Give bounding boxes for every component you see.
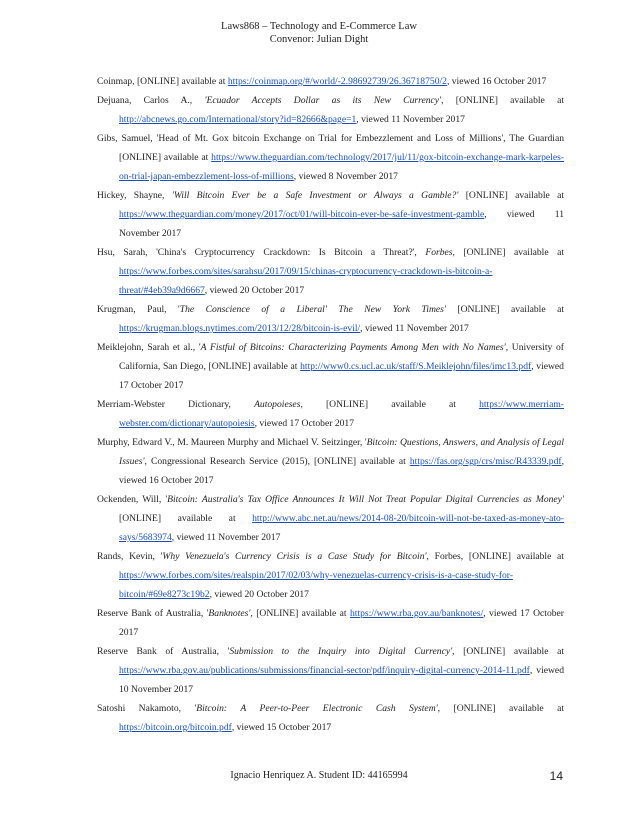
reference-link[interactable]: https://www.theguardian.com/technology/2017/jul/11/gox-bitcoin-exchange-mark-karpeles-on-trial-japan-embezzlement-loss-of-millions — [119, 152, 564, 182]
reference-entry: Reserve Bank of Australia, 'Banknotes', [ONLINE] available at https://www.rba.gov.au/banknotes/, viewed 17 October 2017 — [97, 608, 564, 638]
reference-list — [97, 72, 564, 737]
reference-entry: Reserve Bank of Australia, 'Submission to the Inquiry into Digital Currency', [ONLINE] available at https://www.rba.gov.au/publications/submissions/financial-sector/pdf/inquiry-digital-currency-2014-11.pdf, viewed 10 November 2017 — [97, 646, 564, 695]
reference-entry: Meiklejohn, Sarah et al., 'A Fistful of Bitcoins: Characterizing Payments Among Men with No Names', University of California, San Diego, [ONLINE] available at http://www0.cs.ucl.ac.uk/staff/S.Meiklejohn/files/imc13.pdf, viewed 17 October 2017 — [97, 342, 564, 391]
reference-link[interactable]: http://www.abc.net.au/news/2014-08-20/bitcoin-will-not-be-taxed-as-money-ato-says/5683974 — [119, 513, 564, 543]
reference-link[interactable]: http://abcnews.go.com/International/story?id=82666&page=1 — [119, 114, 357, 125]
reference-link[interactable]: https://bitcoin.org/bitcoin.pdf — [119, 722, 232, 733]
reference-link[interactable]: https://www.forbes.com/sites/sarahsu/2017/09/15/chinas-cryptocurrency-crackdown-is-bitcoin-a-threat/#4eb39a9d6667 — [119, 266, 493, 296]
reference-entry: Ockenden, Will, 'Bitcoin: Australia's Tax Office Announces It Will Not Treat Popular Digital Currencies as Money' [ONLINE] available at http://www.abc.net.au/news/2014-08-20/bitcoin-will-not-be-taxed-as-money-ato-says/5683974, viewed 11 November 2017 — [97, 494, 564, 543]
page-header — [0, 20, 638, 46]
reference-link[interactable]: https://fas.org/sgp/crs/misc/R43339.pdf — [409, 456, 562, 467]
course-title: Laws868 – Technology and E-Commerce Law — [221, 21, 417, 32]
reference-link[interactable]: https://www.rba.gov.au/publications/submissions/financial-sector/pdf/inquiry-digital-currency-2014-11.pdf — [119, 665, 530, 676]
page-footer — [0, 769, 638, 783]
reference-entry: Hsu, Sarah, 'China's Cryptocurrency Crackdown: Is Bitcoin a Threat?', Forbes, [ONLINE] available at https://www.forbes.com/sites/sarahsu/2017/09/15/chinas-cryptocurrency-crackdown-is-bitcoin-a-threat/#4eb39a9d6667, viewed 20 October 2017 — [97, 247, 564, 296]
reference-link[interactable]: https://krugman.blogs.nytimes.com/2013/12/28/bitcoin-is-evil/ — [119, 323, 361, 334]
reference-entry: Rands, Kevin, 'Why Venezuela's Currency Crisis is a Case Study for Bitcoin', Forbes, [ONLINE] available at https://www.forbes.com/sites/realspin/2017/02/03/why-venezuelas-currency-crisis-is-a-case-study-for-bitcoin/#69e8273c19b2, viewed 20 October 2017 — [97, 551, 564, 600]
reference-entry: Merriam-Webster Dictionary, Autopoieses, [ONLINE] available at https://www.merriam-webster.com/dictionary/autopoiesis, viewed 17 October 2017 — [97, 399, 564, 429]
reference-link[interactable]: https://www.forbes.com/sites/realspin/2017/02/03/why-venezuelas-currency-crisis-is-a-case-study-for-bitcoin/#69e8273c19b2 — [119, 570, 514, 600]
reference-link[interactable]: http://www0.cs.ucl.ac.uk/staff/S.Meiklejohn/files/imc13.pdf — [300, 361, 532, 372]
reference-entry: Satoshi Nakamoto, 'Bitcoin: A Peer-to-Peer Electronic Cash System', [ONLINE] available at https://bitcoin.org/bitcoin.pdf, viewed 15 October 2017 — [97, 703, 564, 733]
reference-entry: Hickey, Shayne, 'Will Bitcoin Ever be a Safe Investment or Always a Gamble?' [ONLINE] available at https://www.theguardian.com/money/2017/oct/01/will-bitcoin-ever-be-safe-investment-gamble, viewed 11 November 2017 — [97, 190, 565, 239]
reference-entry: Dejuana, Carlos A., 'Ecuador Accepts Dollar as its New Currency', [ONLINE] available at http://abcnews.go.com/International/story?id=82666&page=1, viewed 11 November 2017 — [97, 95, 564, 125]
reference-link[interactable]: https://www.theguardian.com/money/2017/oct/01/will-bitcoin-ever-be-safe-investment-gamble — [119, 209, 485, 220]
reference-entry: Murphy, Edward V., M. Maureen Murphy and Michael V. Seitzinger, 'Bitcoin: Questions, Answers, and Analysis of Legal Issues', Congressional Research Service (2015), [ONLINE] available at https://fas.org/sgp/crs/misc/R43339.pdf, viewed 16 October 2017 — [97, 437, 564, 486]
reference-entry: Krugman, Paul, 'The Conscience of a Liberal' The New York Times' [ONLINE] available at https://krugman.blogs.nytimes.com/2013/12/28/bitcoin-is-evil/, viewed 11 November 2017 — [97, 304, 564, 334]
reference-link[interactable]: https://www.merriam-webster.com/dictionary/autopoiesis — [119, 399, 564, 429]
reference-entry: Coinmap, [ONLINE] available at https://coinmap.org/#/world/-2.98692739/26.36718750/2, viewed 16 October 2017 — [97, 76, 547, 87]
reference-link[interactable]: https://coinmap.org/#/world/-2.98692739/26.36718750/2 — [227, 76, 447, 87]
convenor-line: Convenor: Julian Dight — [269, 34, 369, 45]
page-number: 14 — [549, 769, 563, 783]
reference-entry: Gibs, Samuel, 'Head of Mt. Gox bitcoin Exchange on Trial for Embezzlement and Loss of Millions', The Guardian [ONLINE] available at https://www.theguardian.com/technology/2017/jul/11/gox-bitcoin-exchange-mark-karpeles-on-trial-japan-embezzlement-loss-of-millions, viewed 8 November 2017 — [97, 133, 564, 182]
reference-link[interactable]: https://www.rba.gov.au/banknotes/ — [349, 608, 484, 619]
author-student-id: Ignacio Henriquez A. Student ID: 44165994 — [230, 770, 408, 781]
